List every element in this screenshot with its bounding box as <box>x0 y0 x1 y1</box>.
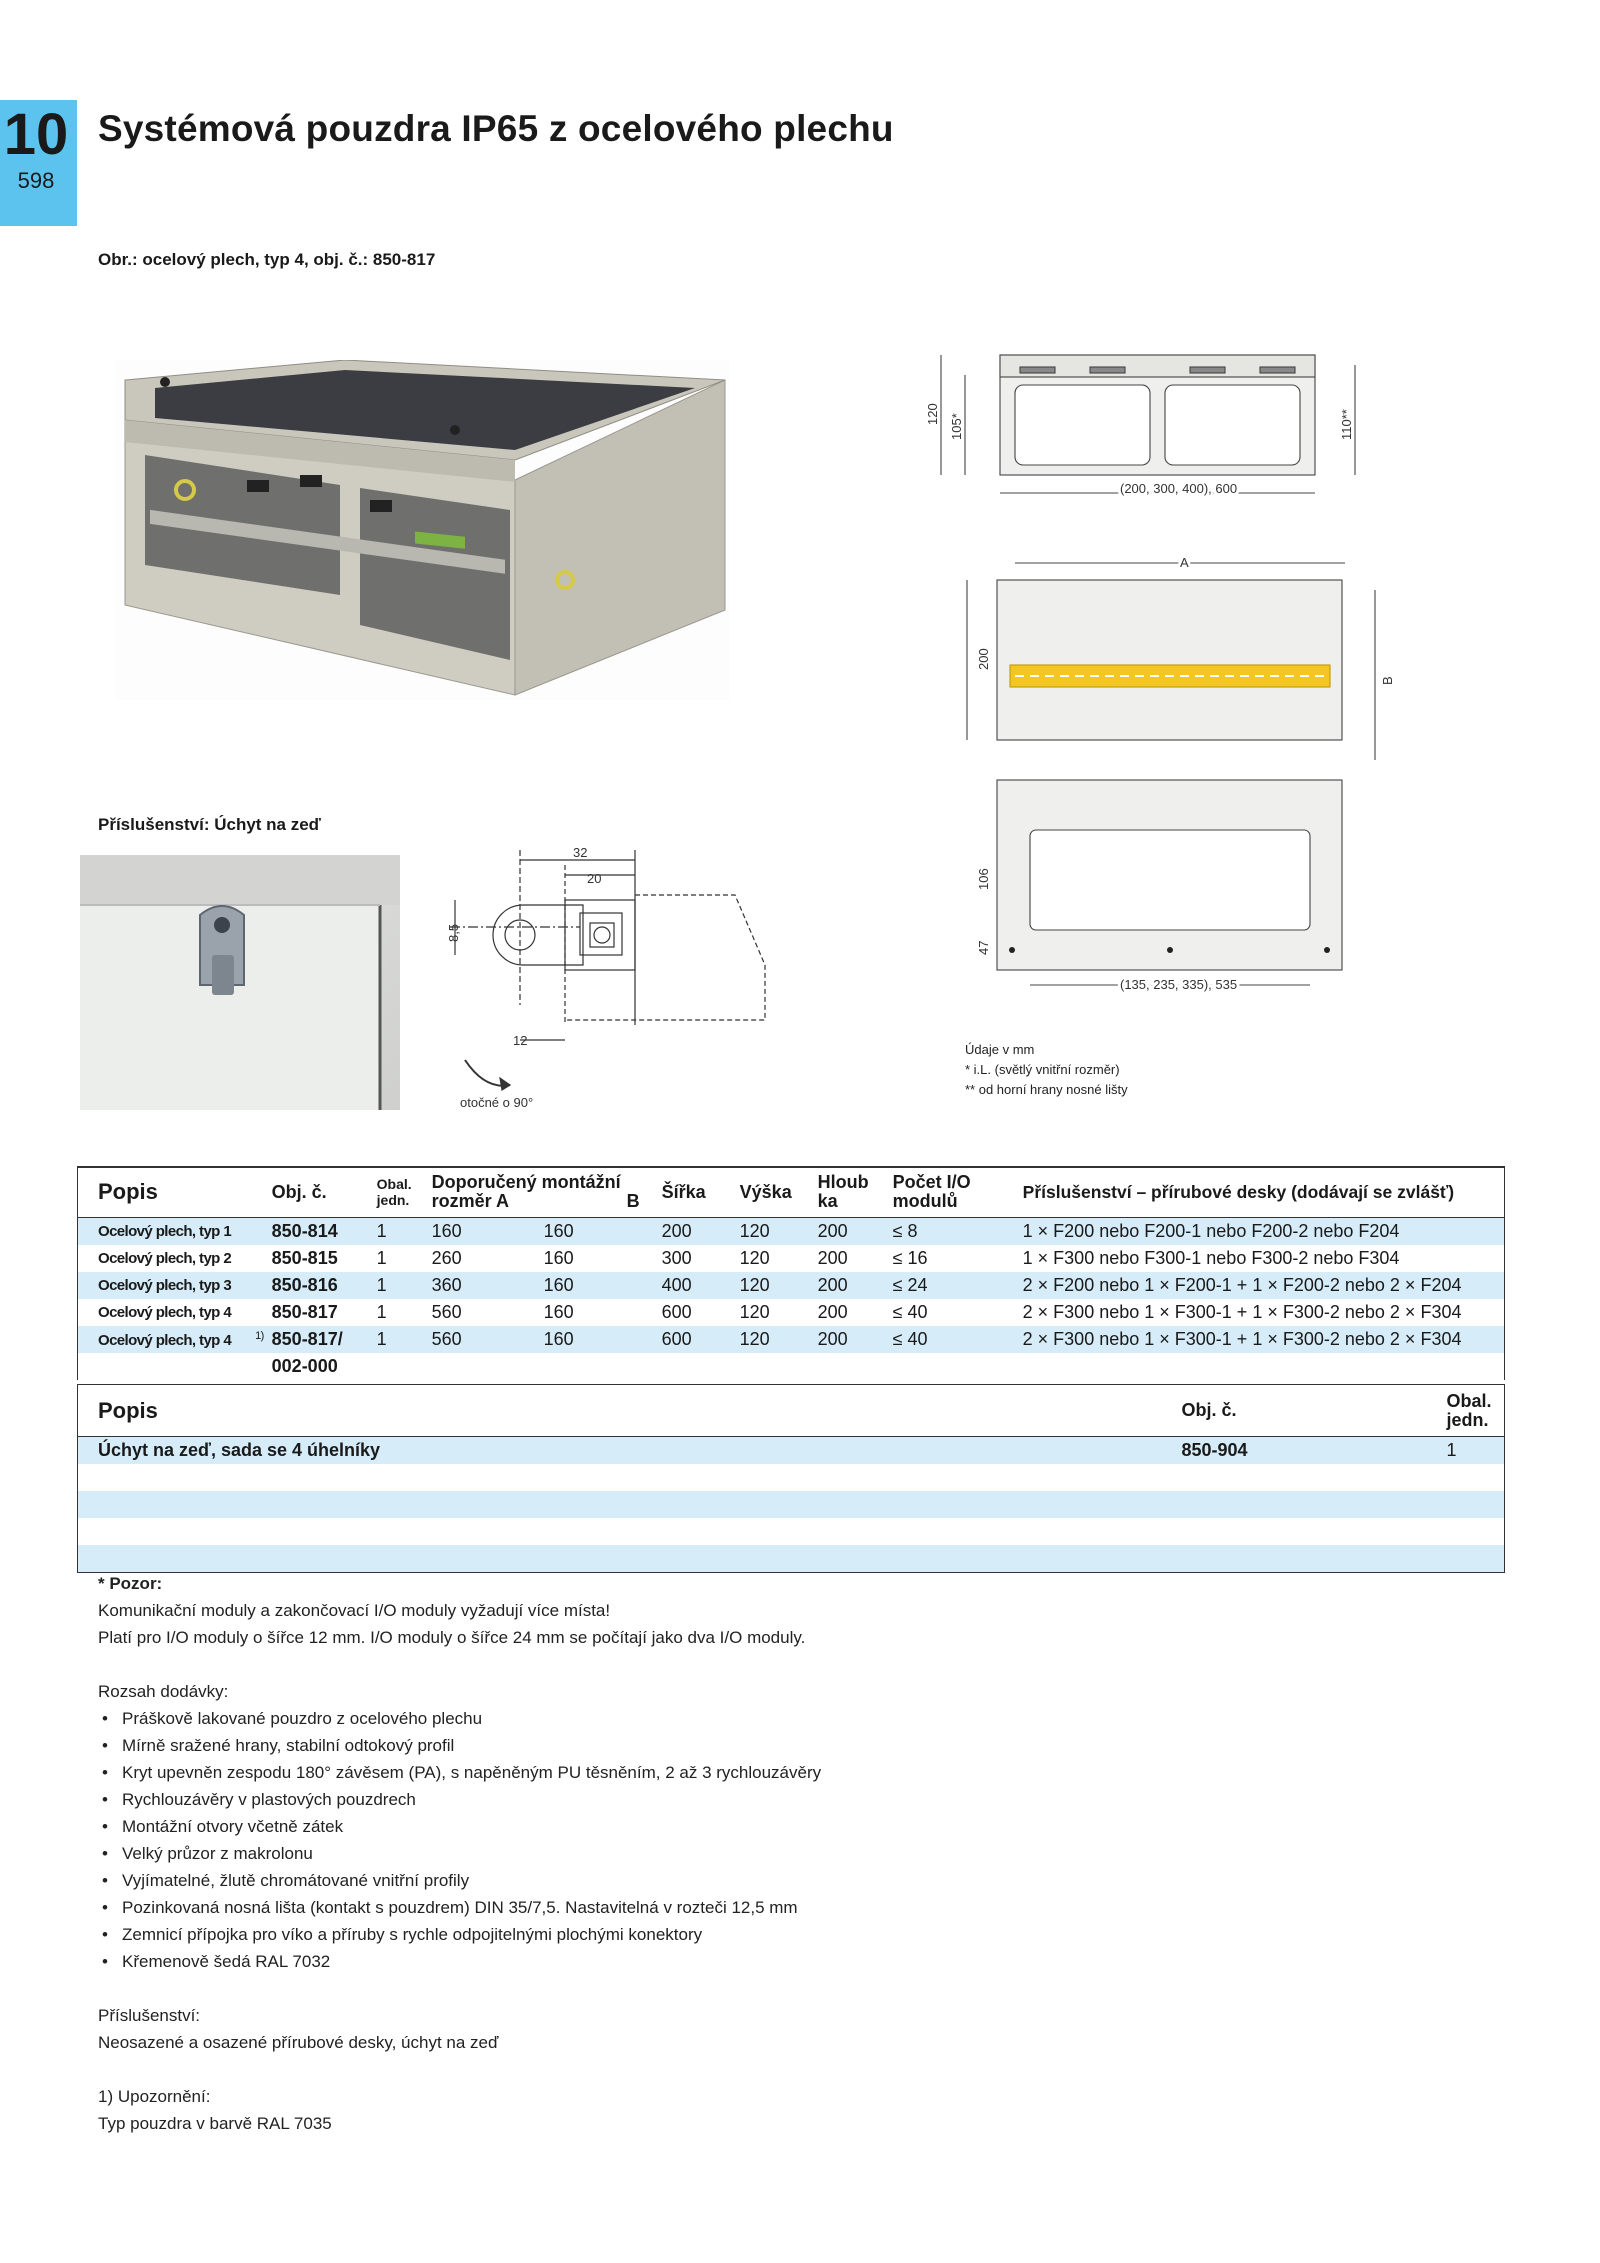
list-item: • Vyjímatelné, žlutě chromátované vnitřní profily <box>122 1867 821 1894</box>
note-inner-dim: * i.L. (světlý vnitřní rozměr) <box>965 1062 1120 1077</box>
rozsah-section <box>98 1678 821 1975</box>
table-row-empty <box>78 1518 1505 1545</box>
dim-200: 200 <box>976 648 991 670</box>
page-title: Systémová pouzdra IP65 z ocelového plechu <box>98 108 894 149</box>
prislusenstvi-text: Neosazené a osazené přírubové desky, úchyt na zeď <box>98 2033 499 2052</box>
pozor-section <box>98 1570 805 1651</box>
product-photo <box>115 360 730 700</box>
hdr2-popis: Popis <box>98 1397 158 1423</box>
hdr2-obj: Obj. č. <box>1181 1400 1237 1420</box>
chapter-tab <box>0 100 77 226</box>
rotate-note: otočné o 90° <box>460 1095 534 1110</box>
table-row: 002-000 <box>78 1353 1505 1380</box>
accessory-table <box>77 1384 1505 1573</box>
list-item: • Montážní otvory včetně zátek <box>122 1813 821 1840</box>
dim-12: 12 <box>513 1033 528 1048</box>
table-row: Ocelový plech, typ 1 850-814 1 160 160 200 120 200 ≤ 8 1 × F200 nebo F200-1 nebo F200-2 nebo F204 <box>78 1217 1505 1245</box>
hdr-doporuceny: Doporučený montážní rozměr A B <box>431 1172 640 1212</box>
list-item: • Křemenově šedá RAL 7032 <box>122 1948 821 1975</box>
figure-caption: Obr.: ocelový plech, typ 4, obj. č.: 850-817 <box>98 250 436 269</box>
dim-105: 105* <box>949 413 964 440</box>
pozor-line-1: Komunikační moduly a zakončovací I/O moduly vyžadují více místa! <box>98 1601 611 1620</box>
list-item: • Práškově lakované pouzdro z ocelového plechu <box>122 1705 821 1732</box>
hdr-hloubka: Hloub ka <box>817 1172 869 1212</box>
front-width-label: (200, 300, 400), 600 <box>1120 481 1238 496</box>
drawing-notes <box>965 1040 1128 1100</box>
dim-32: 32 <box>573 845 588 860</box>
table-row-empty <box>78 1464 1505 1491</box>
dim-110: 110** <box>1339 409 1354 440</box>
accessory-caption: Příslušenství: Úchyt na zeď <box>98 815 321 834</box>
list-item: • Kryt upevněn zespodu 180° závěsem (PA), s napěněným PU těsněním, 2 až 3 rychlouzávěry <box>122 1759 821 1786</box>
rozsah-list <box>98 1705 821 1975</box>
top-drawing <box>955 545 1405 1005</box>
upozorneni-section <box>98 2083 332 2137</box>
table-row: Ocelový plech, typ 3 850-816 1 360 160 400 120 200 ≤ 24 2 × F200 nebo 1 × F200-1 + 1 × F200-2 nebo 2 × F204 <box>78 1272 1505 1299</box>
hdr-prislusenstvi: Příslušenství – přírubové desky (dodávají se zvlášť) <box>1022 1181 1455 1202</box>
spec-table <box>77 1166 1505 1380</box>
hdr-sirka: Šířka <box>661 1181 706 1202</box>
prislusenstvi-section <box>98 2002 498 2056</box>
table-row: Ocelový plech, typ 4 850-817 1 560 160 600 120 200 ≤ 40 2 × F300 nebo 1 × F300-1 + 1 × F300-2 nebo 2 × F304 <box>78 1299 1505 1326</box>
units-note: Údaje v mm <box>965 1042 1035 1057</box>
dim-8-5: 8,5 <box>446 923 461 942</box>
dim-120: 120 <box>925 403 940 425</box>
upozorneni-title: 1) Upozornění: <box>98 2087 211 2106</box>
chapter-number: 10 <box>3 102 69 167</box>
note-rail-edge: ** od horní hrany nosné lišty <box>965 1082 1128 1097</box>
front-drawing <box>925 345 1415 510</box>
table-row-empty <box>78 1491 1505 1518</box>
list-item: • Rychlouzávěry v plastových pouzdrech <box>122 1786 821 1813</box>
pozor-title: * Pozor: <box>98 1574 163 1593</box>
dim-20: 20 <box>587 871 602 886</box>
hdr-pocet: Počet I/O modulů <box>892 1172 971 1212</box>
table-row: Ocelový plech, typ 2 850-815 1 260 160 300 120 200 ≤ 16 1 × F300 nebo F300-1 nebo F300-2 nebo F304 <box>78 1245 1505 1272</box>
hdr2-obal: Obal. jedn. <box>1446 1390 1492 1430</box>
hdr-popis: Popis <box>98 1179 158 1205</box>
dim-a-label: A <box>1180 555 1189 570</box>
list-item: • Zemnicí přípojka pro víko a příruby s rychle odpojitelnými plochými konektory <box>122 1921 821 1948</box>
list-item: • Velký průzor z makrolonu <box>122 1840 821 1867</box>
dim-106: 106 <box>976 868 991 890</box>
rozsah-title: Rozsah dodávky: <box>98 1682 229 1701</box>
table-row: Ocelový plech, typ 4 $^{1)}$ 850-817/ 1 560 160 600 120 200 ≤ 40 2 × F300 nebo 1 × F300-1 + 1 × F300-2 nebo 2 × F304 <box>78 1326 1505 1353</box>
pozor-line-2: Platí pro I/O moduly o šířce 12 mm. I/O moduly o šířce 24 mm se počítají jako dva I/O moduly. <box>98 1628 806 1647</box>
wall-bracket-photo <box>80 855 400 1110</box>
list-item: • Mírně sražené hrany, stabilní odtokový profil <box>122 1732 821 1759</box>
bracket-drawing <box>445 845 785 1115</box>
hdr-obal: Obal. jedn. <box>376 1176 412 1209</box>
table-row-empty <box>78 1545 1505 1573</box>
page-number: 598 <box>17 168 55 193</box>
hdr-obj: Obj. č. <box>271 1181 327 1202</box>
dim-47: 47 <box>976 940 991 955</box>
hdr-vyska: Výška <box>739 1181 792 1202</box>
upozorneni-text: Typ pouzdra v barvě RAL 7035 <box>98 2114 332 2133</box>
dim-b-label: B <box>1380 676 1395 685</box>
prislusenstvi-title: Příslušenství: <box>98 2006 201 2025</box>
list-item: • Pozinkovaná nosná lišta (kontakt s pouzdrem) DIN 35/7,5. Nastavitelná v rozteči 12,5 mm <box>122 1894 821 1921</box>
top-width-label: (135, 235, 335), 535 <box>1120 977 1238 992</box>
table-row: Úchyt na zeď, sada se 4 úhelníky 850-904 1 <box>78 1437 1505 1465</box>
